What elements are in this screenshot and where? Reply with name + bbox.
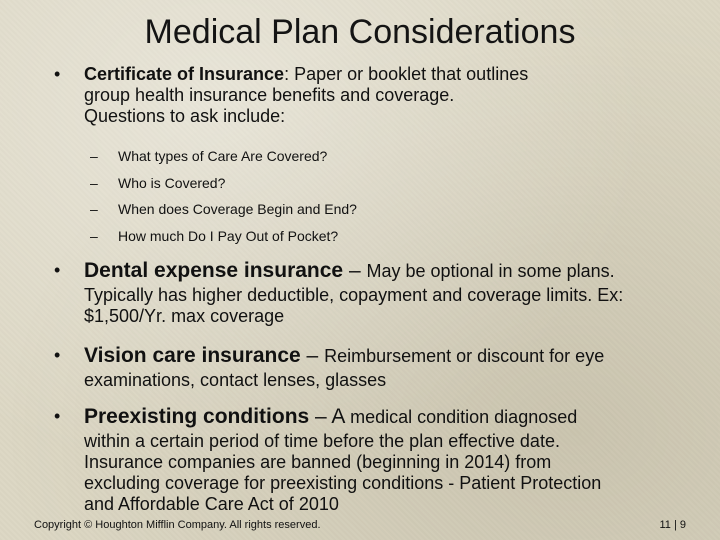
slide-title: Medical Plan Considerations (144, 13, 576, 51)
bullet-lead-text: May be optional in some plans. (366, 261, 615, 281)
dash-marker: – (90, 175, 98, 191)
bullet-continuation-line: Insurance companies are banned (beginning in 2014) from (84, 452, 552, 472)
bullet-lead-term: Preexisting conditions (84, 405, 310, 428)
bullet-continuation-line: and Affordable Care Act of 2010 (84, 494, 339, 514)
dash-marker: – (90, 148, 98, 164)
sub-item-text: Who is Covered? (118, 175, 226, 191)
copyright-notice: Copyright © Houghton Mifflin Company. All rights reserved. (34, 519, 321, 531)
bullet-heading (84, 260, 720, 282)
bullet-dash: – (343, 259, 367, 282)
bullet-continuation-line: excluding coverage for preexisting conditions - Patient Protection (84, 473, 602, 493)
bullet-lead-term: Certificate of Insurance (84, 64, 285, 84)
page-number: 11 | 9 (659, 519, 686, 531)
bullet-lead-term: Dental expense insurance (84, 259, 344, 282)
bullet-dash: – (300, 344, 325, 367)
bullet-lead-text: Reimbursement or discount for eye (324, 346, 605, 366)
bullet-heading (84, 406, 720, 428)
dash-marker: – (90, 228, 98, 244)
dash-marker: – (90, 201, 98, 217)
bullet-marker: • (54, 260, 61, 280)
bullet-continuation-line: Typically has higher deductible, copayment and coverage limits. Ex: (84, 285, 624, 305)
sub-item-text: How much Do I Pay Out of Pocket? (118, 228, 339, 244)
bullet-marker: • (54, 345, 61, 365)
bullet-heading (84, 64, 720, 85)
sub-item-text: When does Coverage Begin and End? (118, 201, 357, 217)
bullet-continuation-line: Questions to ask include: (84, 106, 286, 126)
bullet-heading (84, 345, 720, 367)
bullet-lead-text: : Paper or booklet that outlines (284, 64, 529, 84)
bullet-dash: – A (309, 405, 351, 428)
bullet-marker: • (54, 64, 61, 84)
bullet-marker: • (54, 406, 61, 426)
bullet-lead-text: medical condition diagnosed (350, 407, 578, 427)
bullet-continuation-line: examinations, contact lenses, glasses (84, 370, 387, 390)
bullet-continuation-line: within a certain period of time before the plan effective date. (84, 431, 560, 451)
bullet-continuation-line: group health insurance benefits and coverage. (84, 85, 455, 105)
bullet-continuation-line: $1,500/Yr. max coverage (84, 306, 285, 326)
bullet-lead-term: Vision care insurance (84, 344, 301, 367)
sub-item-text: What types of Care Are Covered? (118, 148, 328, 164)
